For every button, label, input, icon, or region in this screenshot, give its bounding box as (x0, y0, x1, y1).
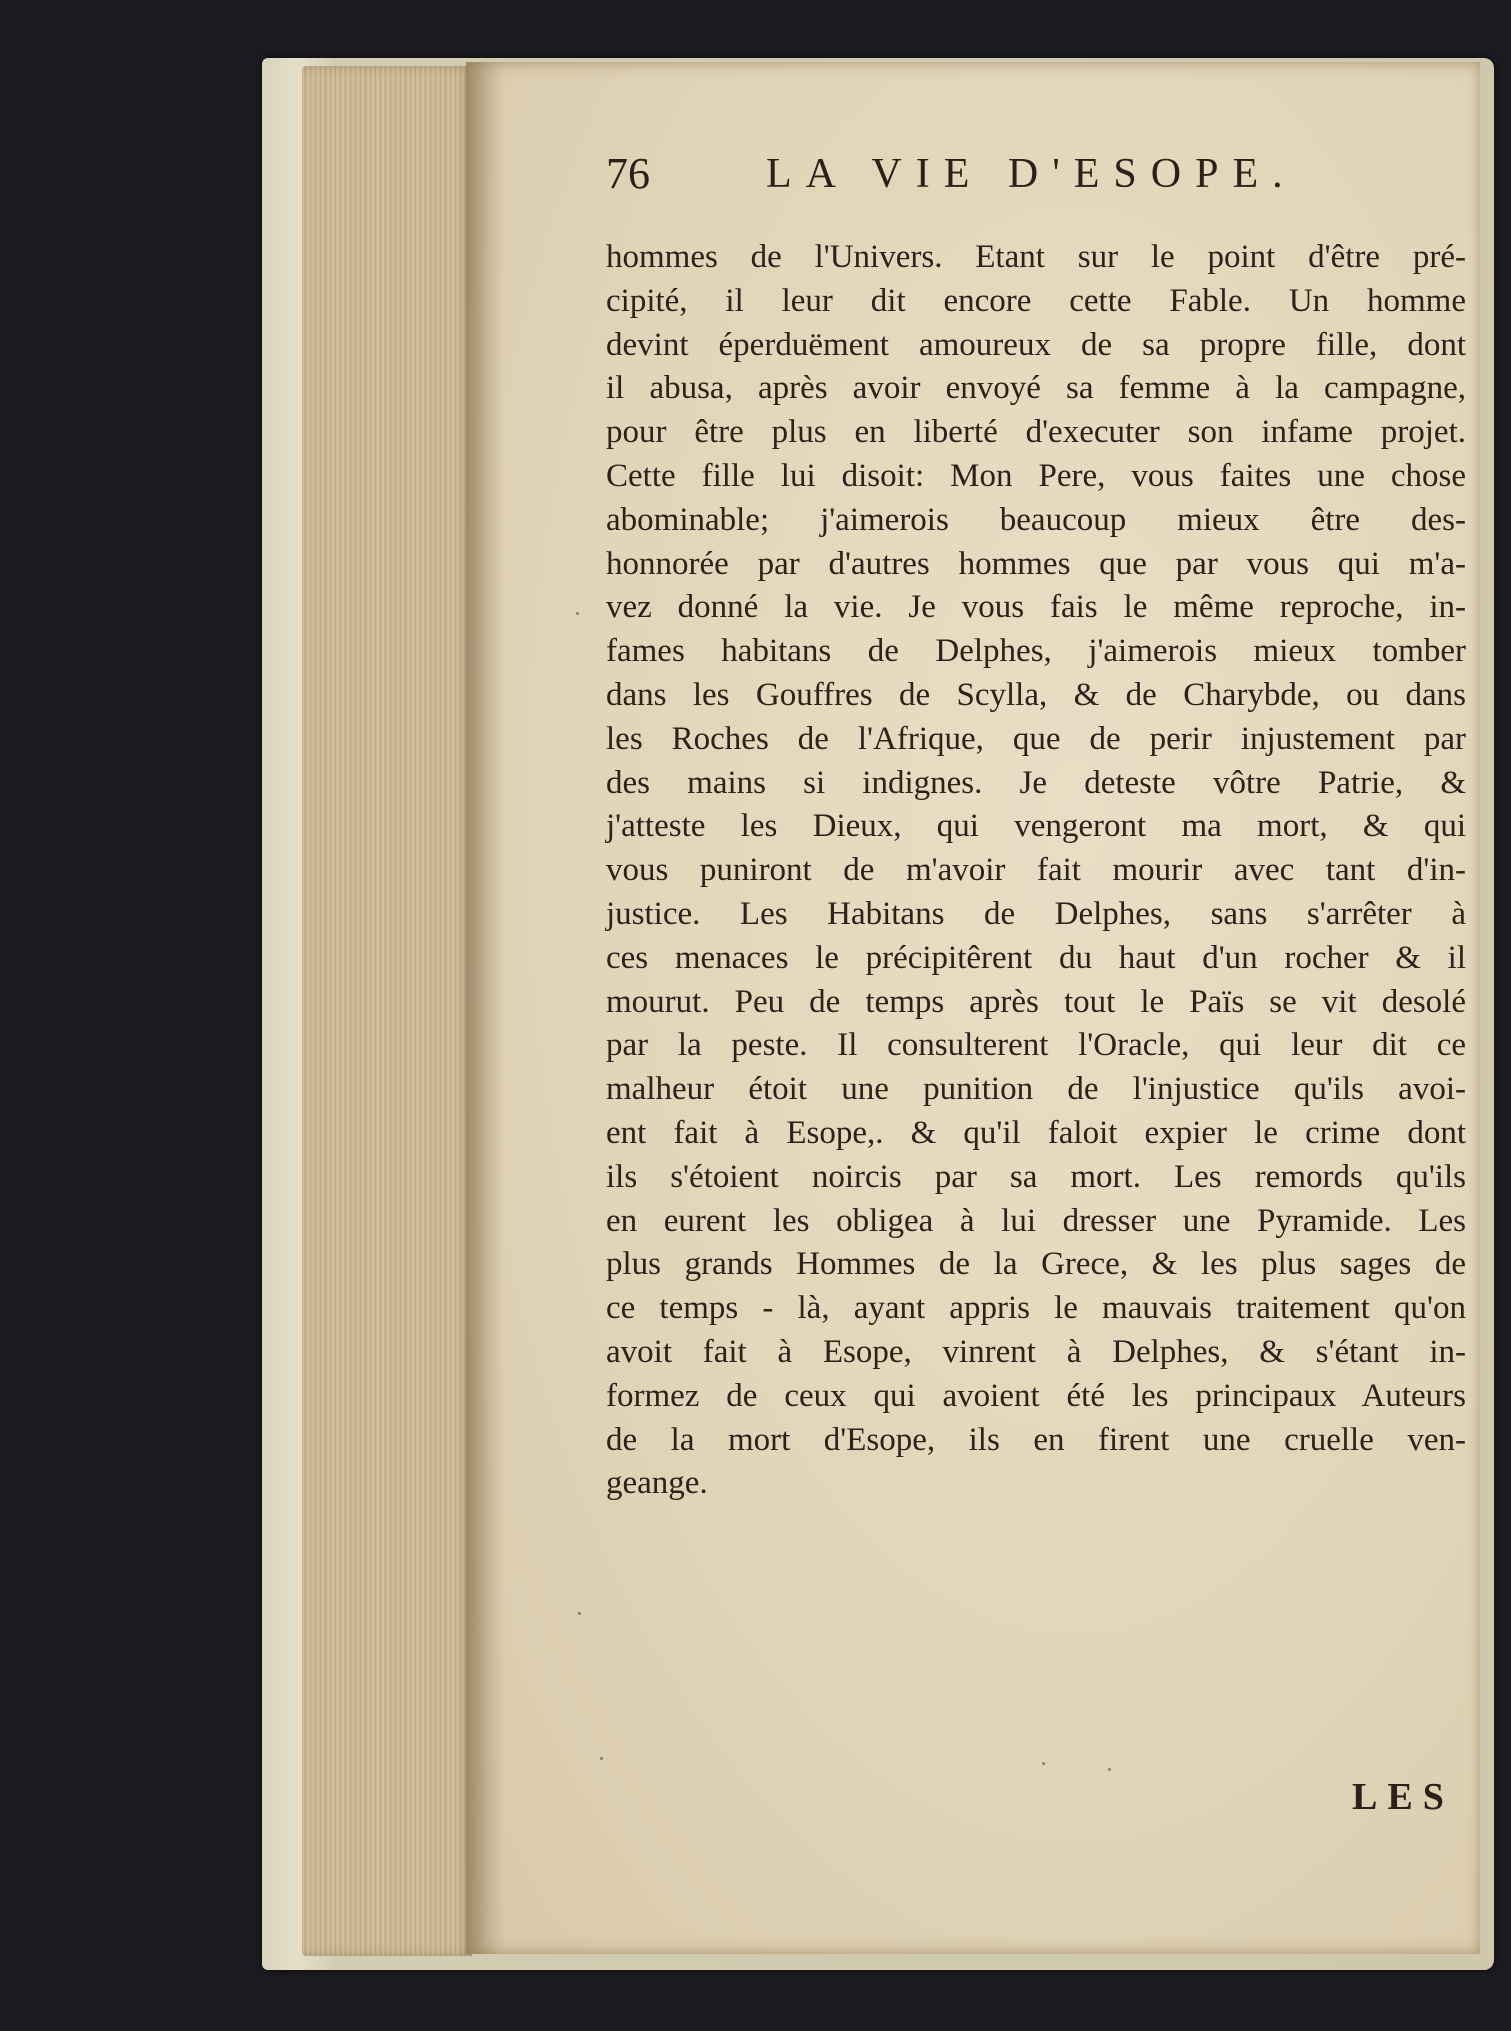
page-number: 76 (606, 149, 650, 198)
text-line: avoit fait à Esope, vinrent à Delphes, & s'étant in- (606, 1333, 1466, 1370)
text-line: Cette fille lui disoit: Mon Pere, vous faites une chose (606, 457, 1466, 494)
gutter-shadow (466, 62, 506, 1954)
text-line: malheur étoit une punition de l'injustice qu'ils avoi- (606, 1071, 1466, 1108)
catchword: LES (1352, 1776, 1454, 1818)
text-line: ils s'étoient noircis par sa mort. Les remords qu'ils (606, 1158, 1466, 1195)
text-line: en eurent les obligea à lui dresser une Pyramide. Les (606, 1202, 1466, 1239)
running-title: LA VIE D'ESOPE. (766, 151, 1297, 197)
text-line: de la mort d'Esope, ils en firent une cruelle ven- (606, 1421, 1466, 1458)
paper-speck (1108, 1768, 1111, 1771)
text-line: ent fait à Esope,. & qu'il faloit expier le crime dont (606, 1114, 1466, 1151)
text-line: cipité, il leur dit encore cette Fable. Un homme (606, 282, 1466, 319)
text-line: plus grands Hommes de la Grece, & les plus sages de (606, 1246, 1466, 1283)
body-text (606, 236, 1466, 1506)
text-line: par la peste. Il consulterent l'Oracle, qui leur dit ce (606, 1027, 1466, 1064)
text-line: formez de ceux qui avoient été les principaux Auteurs (606, 1377, 1466, 1414)
text-line: vous puniront de m'avoir fait mourir avec tant d'in- (606, 852, 1466, 889)
text-line: abominable; j'aimerois beaucoup mieux être des- (606, 501, 1466, 538)
text-line: ces menaces le précipitêrent du haut d'un rocher & il (606, 939, 1466, 976)
running-head (606, 148, 1326, 208)
text-line: fames habitans de Delphes, j'aimerois mieux tomber (606, 633, 1466, 670)
text-line: des mains si indignes. Je deteste vôtre Patrie, & (606, 764, 1466, 801)
text-line: honnorée par d'autres hommes que par vous qui m'a- (606, 545, 1466, 582)
text-line: les Roches de l'Afrique, que de perir injustement par (606, 720, 1466, 757)
text-line: ce temps - là, ayant appris le mauvais traitement qu'on (606, 1290, 1466, 1327)
paper-speck (576, 612, 579, 615)
paper-speck (1042, 1762, 1045, 1765)
text-line: geange. (606, 1465, 708, 1502)
text-line: pour être plus en liberté d'executer son infame projet. (606, 414, 1466, 451)
text-line: devint éperduëment amoureux de sa propre fille, dont (606, 326, 1466, 363)
text-line: justice. Les Habitans de Delphes, sans s'arrêter à (606, 895, 1466, 932)
text-line: dans les Gouffres de Scylla, & de Charybde, ou dans (606, 676, 1466, 713)
text-line: il abusa, après avoir envoyé sa femme à la campagne, (606, 370, 1466, 407)
paper-speck (578, 1612, 581, 1615)
text-line: mourut. Peu de temps après tout le Païs se vit desolé (606, 983, 1466, 1020)
text-line: j'atteste les Dieux, qui vengeront ma mort, & qui (606, 808, 1466, 845)
text-line: hommes de l'Univers. Etant sur le point d'être pré- (606, 239, 1466, 275)
text-line: vez donné la vie. Je vous fais le même reproche, in- (606, 589, 1466, 626)
paper-speck (600, 1757, 603, 1760)
page-block-edges (302, 66, 472, 1956)
